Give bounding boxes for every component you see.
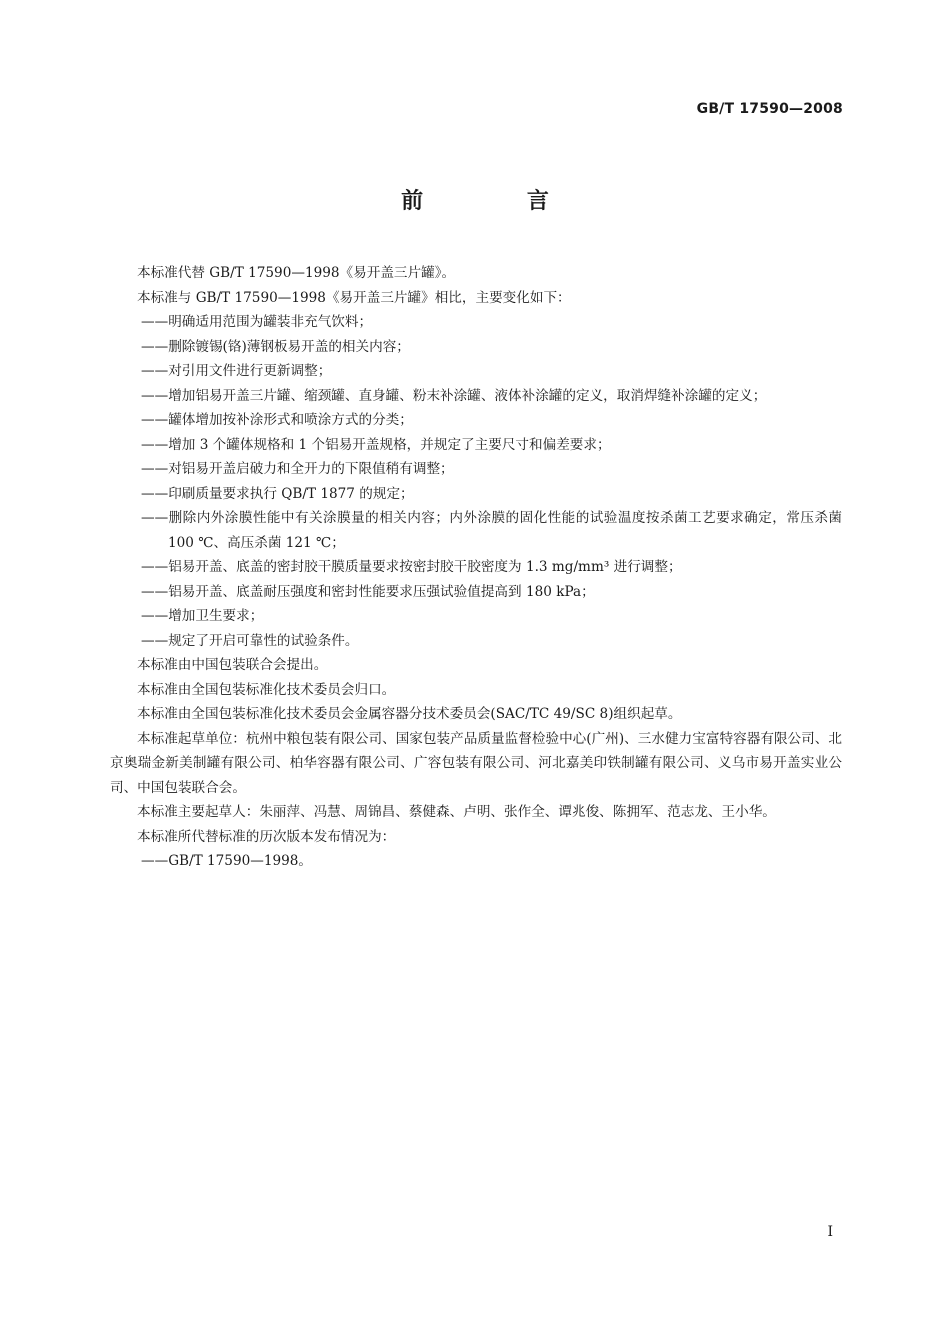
change-item: ——铝易开盖、底盖耐压强度和密封性能要求压强试验值提高到 180 kPa；: [141, 583, 595, 600]
change-item: ——增加铝易开盖三片罐、缩颈罐、直身罐、粉末补涂罐、液体补涂罐的定义，取消焊缝补涂罐的定义；: [141, 387, 767, 404]
standard-code: GB/T 17590—2008: [696, 101, 843, 117]
paragraph-replaces: 本标准代替 GB/T 17590—1998《易开盖三片罐》。: [137, 265, 456, 281]
paragraph-changes-intro: 本标准与 GB/T 17590—1998《易开盖三片罐》相比，主要变化如下：: [137, 289, 571, 306]
paragraph-organized-by: 本标准由全国包装标准化技术委员会金属容器分技术委员会(SAC/TC 49/SC 8)组织起草。: [137, 706, 682, 722]
change-item: ——明确适用范围为罐装非充气饮料；: [141, 314, 373, 330]
history-item: ——GB/T 17590—1998。: [141, 853, 313, 869]
change-item: ——印刷质量要求执行 QB/T 1877 的规定；: [141, 485, 414, 502]
paragraph-history-intro: 本标准所代替标准的历次版本发布情况为：: [137, 828, 396, 845]
change-item: ——对引用文件进行更新调整；: [141, 363, 332, 379]
change-item: ——删除内外涂膜性能中有关涂膜量的相关内容；内外涂膜的固化性能的试验温度按杀菌工艺要求确定，常压杀菌 100 ℃、高压杀菌 121 ℃；: [141, 510, 842, 551]
page-title: 前 言: [401, 189, 597, 214]
paragraph-proposed-by: 本标准由中国包装联合会提出。: [137, 657, 328, 673]
page-number: I: [827, 1224, 833, 1240]
change-item: ——铝易开盖、底盖的密封胶干膜质量要求按密封胶干胶密度为 1.3 mg/mm³ 进行调整；: [141, 559, 682, 575]
change-item: ——罐体增加按补涂形式和喷涂方式的分类；: [141, 412, 413, 428]
paragraph-under-jurisdiction: 本标准由全国包装标准化技术委员会归口。: [137, 681, 396, 698]
change-item: ——增加卫生要求；: [141, 608, 264, 624]
document-body: [110, 261, 842, 874]
paragraph-drafting-units: 本标准起草单位：杭州中粮包装有限公司、国家包装产品质量监督检验中心(广州)、三水健力宝富特容器有限公司、北京奥瑞金新美制罐有限公司、柏华容器有限公司、广容包装有限公司、河北嘉美印铁制罐有限公司、义乌市易开盖实业公司、中国包装联合会。: [110, 730, 842, 796]
change-item: ——增加 3 个罐体规格和 1 个铝易开盖规格，并规定了主要尺寸和偏差要求；: [141, 436, 611, 453]
change-item: ——对铝易开盖启破力和全开力的下限值稍有调整；: [141, 461, 454, 477]
change-item: ——删除镀锡(铬)薄钢板易开盖的相关内容；: [141, 338, 410, 355]
change-item: ——规定了开启可靠性的试验条件。: [141, 632, 359, 649]
paragraph-drafters: 本标准主要起草人：朱丽萍、冯慧、周锦昌、蔡健森、卢明、张作全、谭兆俊、陈拥军、范志龙、王小华。: [137, 804, 776, 820]
